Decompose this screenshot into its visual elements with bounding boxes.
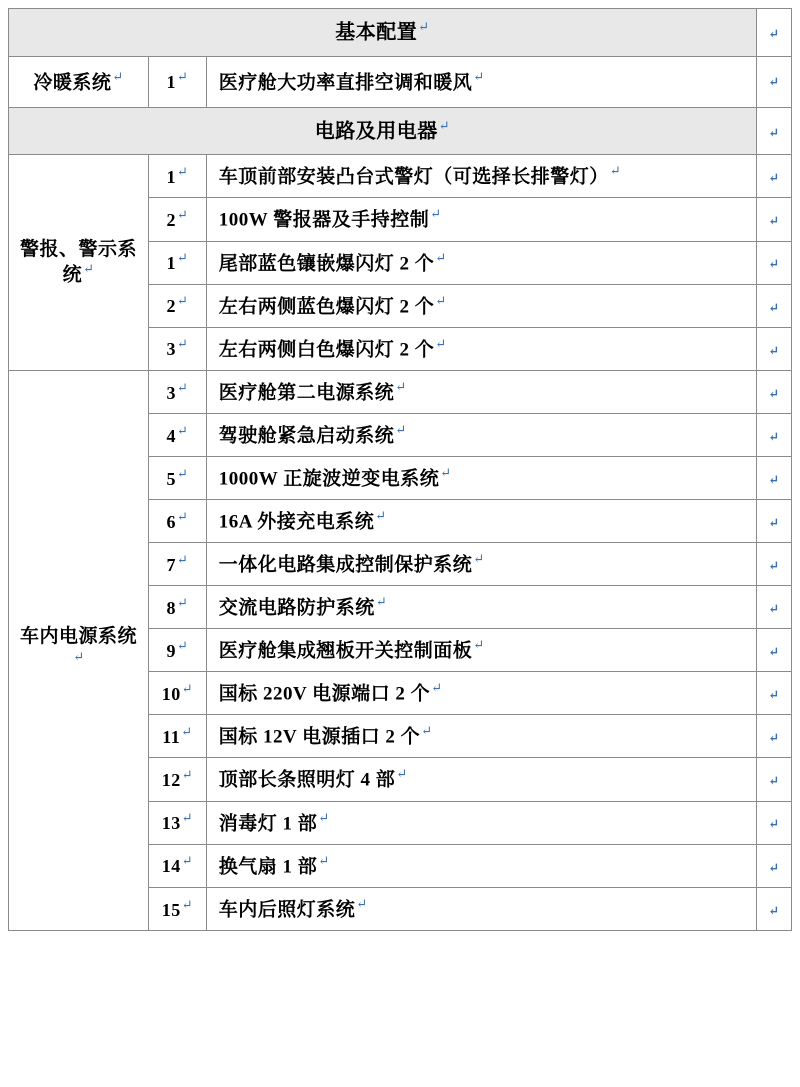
paragraph-mark-icon: ↵ [768,170,780,186]
item-description: 驾驶舱紧急启动系统 [218,425,395,447]
item-description: 一体化电路集成控制保护系统 [218,554,473,576]
paragraph-mark-icon: ↵ [177,508,189,524]
category-cell-alarm-warning-system [9,155,149,370]
item-number: 12 [161,770,181,791]
category-label: 警报、警示系统 [20,238,138,286]
item-description-cell [206,56,756,107]
paragraph-mark-icon: ↵ [768,644,780,660]
paragraph-mark-cell [756,844,791,887]
item-description-cell [206,241,756,284]
item-description: 车顶前部安装凸台式警灯（可选择长排警灯） [218,166,609,188]
item-number: 6 [166,511,176,532]
section-header-basic-config [9,9,757,57]
paragraph-mark-icon: ↵ [375,594,388,610]
item-number: 15 [161,899,181,920]
table-row [9,107,792,155]
table-row [9,155,792,198]
paragraph-mark-icon: ↵ [768,859,780,875]
item-number-cell [149,155,207,198]
paragraph-mark-icon: ↵ [395,421,407,437]
item-description-cell [206,844,756,887]
paragraph-mark-icon: ↵ [768,773,780,789]
table-row [9,9,792,57]
paragraph-mark-icon: ↵ [768,816,780,832]
paragraph-mark-icon: ↵ [768,26,780,42]
item-number: 1 [166,72,176,93]
item-number: 8 [166,597,176,618]
paragraph-mark-icon: ↵ [177,69,189,85]
item-number-cell [149,500,207,543]
paragraph-mark-icon: ↵ [473,637,485,653]
paragraph-mark-icon: ↵ [375,508,387,524]
item-number: 1 [166,253,176,274]
item-number: 10 [161,684,181,705]
paragraph-mark-icon: ↵ [768,687,780,703]
item-number: 1 [166,167,176,188]
paragraph-mark-icon: ↵ [768,601,780,617]
paragraph-mark-cell [756,629,791,672]
paragraph-mark-cell [756,284,791,327]
item-description: 交流电路防护系统 [218,597,375,619]
paragraph-mark-icon: ↵ [440,464,452,480]
paragraph-mark-icon: ↵ [396,766,408,782]
item-number-cell [149,413,207,456]
paragraph-mark-cell [756,198,791,241]
item-description: 车内后照灯系统 [218,899,356,921]
paragraph-mark-icon: ↵ [177,551,189,567]
item-description-cell [206,198,756,241]
item-number: 7 [166,554,176,575]
category-cell-vehicle-power-system [9,370,149,930]
paragraph-mark-icon: ↵ [181,767,194,783]
configuration-table [8,8,792,931]
paragraph-mark-icon: ↵ [430,206,442,222]
paragraph-mark-icon: ↵ [318,852,330,868]
item-number-cell [149,672,207,715]
paragraph-mark-icon: ↵ [181,810,194,826]
paragraph-mark-icon: ↵ [768,514,780,530]
item-number: 2 [166,296,176,317]
paragraph-mark-icon: ↵ [421,723,433,739]
item-number-cell [149,715,207,758]
paragraph-mark-icon: ↵ [177,422,189,438]
paragraph-mark-icon: ↵ [768,471,780,487]
paragraph-mark-icon: ↵ [177,379,189,395]
item-description: 尾部蓝色镶嵌爆闪灯 2 个 [218,252,435,274]
paragraph-mark-icon: ↵ [177,164,189,180]
item-description-cell [206,629,756,672]
item-description: 1000W 正旋波逆变电系统 [218,468,440,490]
item-description: 100W 警报器及手持控制 [218,209,430,231]
item-number-cell [149,844,207,887]
paragraph-mark-icon: ↵ [73,649,85,665]
paragraph-mark-icon: ↵ [473,68,485,84]
paragraph-mark-cell [756,500,791,543]
item-number: 11 [162,727,181,748]
item-number-cell [149,198,207,241]
category-label: 冷暖系统 [33,71,112,93]
paragraph-mark-icon: ↵ [177,638,189,654]
paragraph-mark-cell [756,586,791,629]
section-header-circuit-and-appliances [9,107,757,155]
item-description-cell [206,887,756,930]
item-number-cell [149,801,207,844]
paragraph-mark-cell [756,56,791,107]
item-description: 左右两侧蓝色爆闪灯 2 个 [218,295,435,317]
paragraph-mark-icon: ↵ [181,896,194,912]
item-number: 4 [166,425,176,446]
item-description: 左右两侧白色爆闪灯 2 个 [218,339,435,361]
item-number-cell [149,370,207,413]
paragraph-mark-icon: ↵ [768,73,780,89]
paragraph-mark-icon: ↵ [177,293,189,309]
item-description-cell [206,413,756,456]
item-description-cell [206,155,756,198]
paragraph-mark-icon: ↵ [177,336,189,352]
paragraph-mark-icon: ↵ [83,261,95,277]
paragraph-mark-cell [756,241,791,284]
item-description: 顶部长条照明灯 4 部 [218,769,396,791]
item-description-cell [206,456,756,499]
paragraph-mark-icon: ↵ [768,342,780,358]
paragraph-mark-cell [756,758,791,801]
paragraph-mark-icon: ↵ [768,730,780,746]
paragraph-mark-icon: ↵ [768,299,780,315]
item-number-cell [149,887,207,930]
paragraph-mark-icon: ↵ [418,19,430,34]
item-description: 医疗舱第二电源系统 [218,382,395,404]
paragraph-mark-cell [756,413,791,456]
paragraph-mark-icon: ↵ [112,68,124,84]
paragraph-mark-icon: ↵ [435,249,447,265]
paragraph-mark-icon: ↵ [395,378,407,394]
item-number-cell [149,56,207,107]
item-number-cell [149,456,207,499]
item-number-cell [149,284,207,327]
paragraph-mark-icon: ↵ [181,681,194,697]
item-description: 国标 12V 电源插口 2 个 [218,726,421,748]
category-cell-cooling-heating [9,56,149,107]
paragraph-mark-cell [756,672,791,715]
paragraph-mark-icon: ↵ [438,117,451,133]
item-description-cell [206,586,756,629]
paragraph-mark-icon: ↵ [768,213,780,229]
paragraph-mark-cell [756,715,791,758]
paragraph-mark-icon: ↵ [768,558,780,573]
item-number: 3 [166,382,176,403]
paragraph-mark-icon: ↵ [768,256,780,272]
section-header-label: 电路及用电器 [314,120,438,143]
item-description-cell [206,758,756,801]
table-row [9,56,792,107]
item-description-cell [206,672,756,715]
paragraph-mark-icon: ↵ [177,207,189,223]
item-number: 5 [166,468,176,489]
item-number-cell [149,758,207,801]
paragraph-mark-icon: ↵ [473,551,485,567]
paragraph-mark-cell [756,107,791,155]
paragraph-mark-icon: ↵ [609,163,622,179]
item-description: 医疗舱集成翘板开关控制面板 [218,640,473,662]
item-number: 3 [166,339,176,360]
table-row [9,370,792,413]
item-number-cell [149,543,207,586]
item-number: 9 [166,641,176,662]
paragraph-mark-icon: ↵ [181,853,194,869]
item-number: 14 [161,856,181,877]
item-description: 医疗舱大功率直排空调和暖风 [218,71,473,93]
paragraph-mark-cell [756,370,791,413]
paragraph-mark-icon: ↵ [435,292,447,308]
paragraph-mark-cell [756,327,791,370]
item-number: 13 [161,813,181,834]
item-description-cell [206,500,756,543]
paragraph-mark-cell [756,543,791,586]
paragraph-mark-icon: ↵ [768,124,780,140]
paragraph-mark-icon: ↵ [768,428,780,444]
paragraph-mark-icon: ↵ [177,465,189,481]
paragraph-mark-cell [756,887,791,930]
paragraph-mark-icon: ↵ [768,385,780,401]
item-description: 16A 外接充电系统 [218,511,375,533]
paragraph-mark-cell [756,801,791,844]
item-number-cell [149,586,207,629]
paragraph-mark-icon: ↵ [435,335,447,351]
item-description-cell [206,715,756,758]
paragraph-mark-icon: ↵ [318,809,330,825]
section-header-label: 基本配置 [335,21,418,44]
paragraph-mark-icon: ↵ [177,594,189,610]
paragraph-mark-icon: ↵ [177,250,189,266]
item-number-cell [149,629,207,672]
item-number-cell [149,241,207,284]
paragraph-mark-icon: ↵ [181,724,193,740]
paragraph-mark-icon: ↵ [768,902,780,918]
item-description: 换气扇 1 部 [218,855,318,877]
paragraph-mark-icon: ↵ [431,680,443,696]
item-description-cell [206,370,756,413]
paragraph-mark-cell [756,155,791,198]
category-label: 车内电源系统 [20,626,138,648]
item-description-cell [206,327,756,370]
paragraph-mark-cell [756,9,791,57]
paragraph-mark-cell [756,456,791,499]
item-number: 2 [166,210,176,231]
item-description: 国标 220V 电源端口 2 个 [218,683,431,705]
item-description-cell [206,801,756,844]
paragraph-mark-icon: ↵ [356,895,368,911]
item-description-cell [206,543,756,586]
item-description: 消毒灯 1 部 [218,812,318,834]
item-number-cell [149,327,207,370]
item-description-cell [206,284,756,327]
